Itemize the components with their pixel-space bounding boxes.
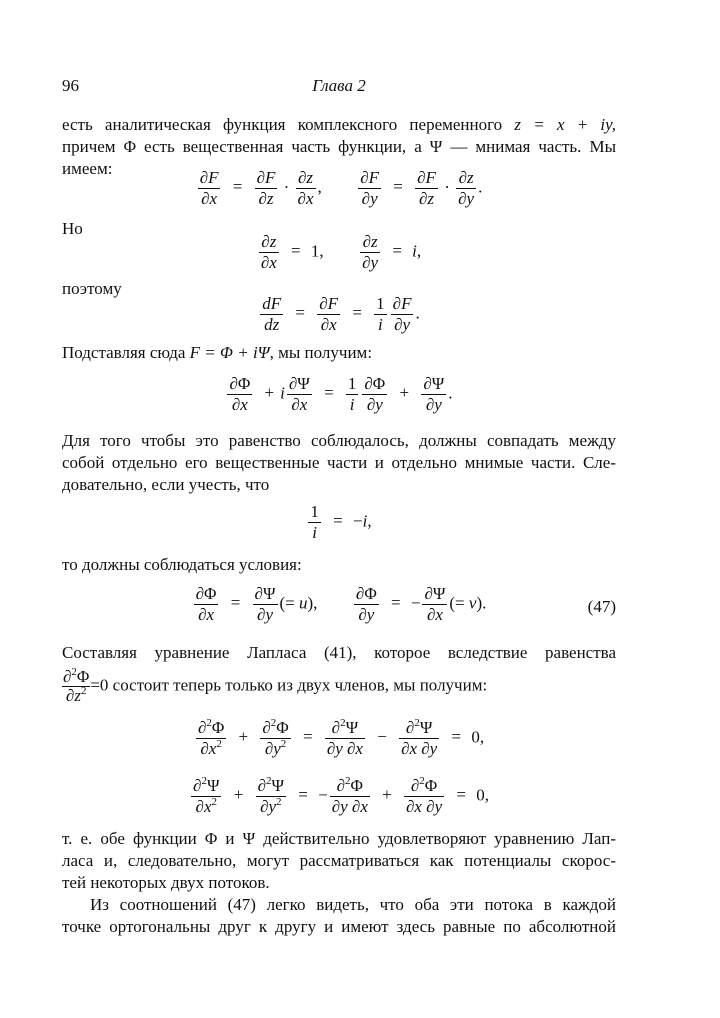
equation-laplace-phi: $\frac{\partial^2\Phi}{\partial x^2}$ + $\frac{\partial^2\Phi}{\partial y^2}$ = $\frac{\partial^2\Psi}{\partial y \partial x}$ − $\frac{\partial^2\Psi}{\partial x \partial y}$ = 0, [197,717,485,758]
paragraph-potentials [62,828,616,894]
chapter-title: Глава 2 [312,76,366,95]
paragraph-equality [62,430,616,496]
equation-chain-rule: $\frac{\partial F}{\partial x}$ = $\frac{\partial F}{\partial z}$ · $\frac{\partial z}{\partial x}$ , $\frac{\partial F}{\partial y}$ = $\frac{\partial F}{\partial z}$ · $\frac{\partial z}{\partial y}$ . [199,168,483,208]
text-line: имеем: [62,159,113,178]
text-line: Составляя уравнение Лапласа (41), которое вследствие равенства [62,643,616,662]
equation-dF-dz: $\frac{dF}{dz}$ = $\frac{\partial F}{\partial x}$ = $\frac{1}{i}$ $\frac{\partial F}{\partial y}$ . [262,294,420,334]
paragraph-orthogonal [62,894,616,938]
text-line: тей некоторых двух потоков. [62,873,270,892]
text-line: Для того чтобы это равенство соблюдалось, должны совпадать между [62,431,616,450]
text-line: собой отдельно его вещественные части и отдельно мнимые части. Сле- [62,453,616,472]
equation-laplace-psi: $\frac{\partial^2\Psi}{\partial x^2}$ + $\frac{\partial^2\Psi}{\partial y^2}$ = − $\frac{\partial^2\Phi}{\partial y \partial x}$ + $\frac{\partial^2\Phi}{\partial x \partial y}$ = 0, [193,775,489,816]
text-line: Из соотношений (47) легко видеть, что оба эти потока в каждой [90,895,616,914]
text-line: Подставляя сюда F = Φ + iΨ, мы получим: [62,343,373,362]
paragraph-substitute [62,342,616,364]
text-line: поэтому [62,279,122,298]
equation-one-over-i: $\frac{1}{i}$ = −i, [310,502,372,542]
equation-47: $\frac{\partial\Phi}{\partial x}$ = $\frac{\partial\Psi}{\partial y}$ (= u), $\frac{\partial\Phi}{\partial y}$ = − $\frac{\partial\Psi}{\partial x}$ (= v). (47) [195,584,616,624]
text-line: точке ортогональны друг к другу и имеют здесь равные по абсолютной [62,917,616,936]
text-line: т. е. обе функции Φ и Ψ действительно удовлетворяют уравнению Лап- [62,829,616,848]
equation-number: (47) [587,597,616,616]
text-line: довательно, если учесть, что [62,475,270,494]
text-line: есть аналитическая функция комплексного переменного z = x + iy, [62,115,617,134]
text-line: Но [62,219,83,238]
page-header [62,76,616,98]
text-line: ласа и, следовательно, могут рассматриваться как потенциалы скорос- [62,851,616,870]
text-line: причем Φ есть вещественная часть функции, а Ψ — мнимая часть. Мы [62,137,616,156]
paragraph-laplace [62,642,616,705]
equation-substituted: $\frac{\partial\Phi}{\partial x}$ + i $\frac{\partial\Psi}{\partial x}$ = $\frac{1}{i}$ $\frac{\partial\Phi}{\partial y}$ + $\frac{\partial\Psi}{\partial y}$ . [229,374,453,414]
equation-dz: $\frac{\partial z}{\partial x}$ = 1, $\frac{\partial z}{\partial y}$ = i, [260,232,422,272]
page-number: 96 [62,76,79,95]
text-line: то должны соблюдаться условия: [62,555,302,574]
text-line: $\frac{\partial^2\Phi}{\partial z^2}$ =0 состоит теперь только из двух членов, мы получим: [63,666,488,705]
paragraph-conditions [62,554,616,576]
